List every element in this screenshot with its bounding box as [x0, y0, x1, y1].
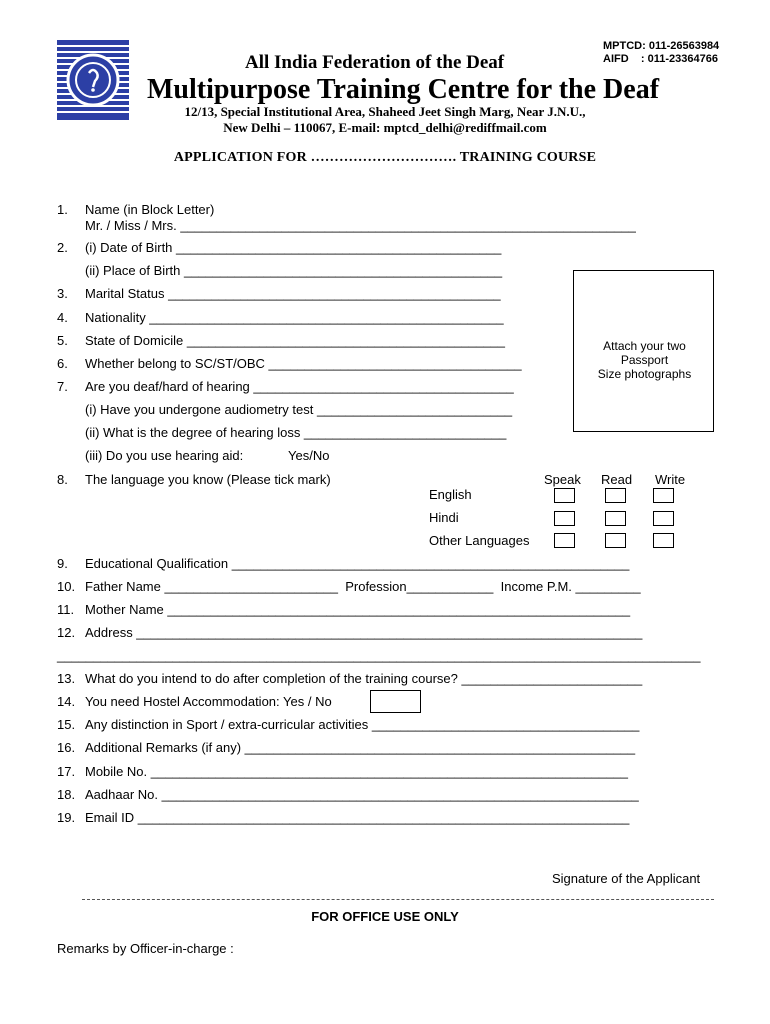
field-number: 3. — [57, 286, 68, 301]
field-number: 10. — [57, 579, 76, 594]
other-read-checkbox[interactable] — [605, 533, 626, 548]
mobile-field[interactable]: Mobile No. __________________________________________________________________ — [85, 764, 628, 779]
aadhaar-field[interactable]: Aadhaar No. __________________________________________________________________ — [85, 787, 639, 802]
field-number: 18. — [57, 787, 76, 802]
mother-name-field[interactable]: Mother Name ________________________________________________________________ — [85, 602, 631, 617]
hearing-aid-option[interactable]: Yes/No — [288, 448, 330, 463]
category-field[interactable]: Whether belong to SC/ST/OBC ___________________________________ — [85, 356, 522, 371]
other-write-checkbox[interactable] — [653, 533, 674, 548]
field-number: 12. — [57, 625, 76, 640]
field-number: 8. — [57, 472, 68, 487]
hostel-answer-box[interactable] — [370, 690, 421, 713]
field-number: 19. — [57, 810, 76, 825]
hearing-aid-label: (iii) Do you use hearing aid: — [85, 448, 244, 463]
address-line-1: 12/13, Special Institutional Area, Shaheed Jeet Singh Marg, Near J.N.U., — [184, 104, 586, 119]
language-other: Other Languages — [429, 533, 530, 548]
officer-remarks-label: Remarks by Officer-in-charge : — [57, 941, 234, 956]
audiometry-field[interactable]: (i) Have you undergone audiometry test ___________________________ — [85, 402, 513, 417]
field-number: 7. — [57, 379, 68, 394]
distinction-field[interactable]: Any distinction in Sport / extra-curricular activities _____________________________________ — [85, 717, 640, 732]
field-number: 9. — [57, 556, 68, 571]
field-number: 17. — [57, 764, 76, 779]
read-header: Read — [601, 472, 633, 487]
marital-status-field[interactable]: Marital Status ______________________________________________ — [85, 286, 501, 301]
field-number: 6. — [57, 356, 68, 371]
email-field[interactable]: Email ID ____________________________________________________________________ — [85, 810, 630, 825]
place-of-birth-field[interactable]: (ii) Place of Birth ____________________________________________ — [85, 263, 503, 278]
photo-box — [573, 270, 714, 432]
hindi-write-checkbox[interactable] — [653, 511, 674, 526]
language-english: English — [429, 487, 472, 502]
field-number: 4. — [57, 310, 68, 325]
nationality-field[interactable]: Nationality _________________________________________________ — [85, 310, 504, 325]
english-read-checkbox[interactable] — [605, 488, 626, 503]
address-line-2: New Delhi – 110067, E-mail: mptcd_delhi@rediffmail.com — [223, 120, 547, 135]
application-title: APPLICATION FOR …………………………. TRAINING COURSE — [173, 150, 597, 165]
photo-instruction-line: Size photographs — [597, 367, 692, 381]
field-number: 13. — [57, 671, 76, 686]
photo-instruction-line: Attach your two — [603, 339, 686, 353]
additional-remarks-field[interactable]: Additional Remarks (if any) ______________________________________________________ — [85, 740, 636, 755]
hostel-label: You need Hostel Accommodation: Yes / No — [85, 694, 332, 709]
write-header: Write — [655, 472, 686, 487]
federation-title: All India Federation of the Deaf — [245, 52, 505, 73]
divider — [82, 899, 714, 900]
hearing-status-field[interactable]: Are you deaf/hard of hearing ____________________________________ — [85, 379, 514, 394]
field-number: 15. — [57, 717, 76, 732]
photo-instruction-line: Passport — [620, 353, 669, 367]
speak-header: Speak — [544, 472, 581, 487]
english-write-checkbox[interactable] — [653, 488, 674, 503]
field-number: 11. — [57, 602, 75, 617]
father-details-field[interactable]: Father Name ________________________ Profession____________ Income P.M. _________ — [85, 579, 641, 594]
language-label: The language you know (Please tick mark) — [85, 472, 331, 487]
hindi-read-checkbox[interactable] — [605, 511, 626, 526]
centre-title: Multipurpose Training Centre for the Deaf — [147, 74, 660, 105]
future-plans-field[interactable]: What do you intend to do after completion of the training course? _________________________ — [85, 671, 643, 686]
field-number: 14. — [57, 694, 76, 709]
aifd-phone: AIFD : 011-23364766 — [603, 53, 718, 65]
date-of-birth-field[interactable]: (i) Date of Birth _____________________________________________ — [85, 240, 502, 255]
field-number: 2. — [57, 240, 68, 255]
state-of-domicile-field[interactable]: State of Domicile ____________________________________________ — [85, 333, 505, 348]
field-number: 5. — [57, 333, 68, 348]
mptcd-phone: MPTCD: 011-26563984 — [603, 40, 720, 52]
english-speak-checkbox[interactable] — [554, 488, 575, 503]
office-use-heading: FOR OFFICE USE ONLY — [311, 909, 459, 924]
language-hindi: Hindi — [429, 510, 459, 525]
name-label: Name (in Block Letter) — [85, 202, 215, 217]
signature-label: Signature of the Applicant — [552, 871, 701, 886]
field-number: 1. — [57, 202, 68, 217]
hindi-speak-checkbox[interactable] — [554, 511, 575, 526]
address-continuation-field[interactable]: _________________________________________________________________________________________ — [57, 648, 701, 663]
address-field[interactable]: Address ______________________________________________________________________ — [85, 625, 643, 640]
other-speak-checkbox[interactable] — [554, 533, 575, 548]
education-field[interactable]: Educational Qualification _______________________________________________________ — [85, 556, 630, 571]
name-field[interactable]: Mr. / Miss / Mrs. _______________________________________________________________ — [85, 218, 636, 233]
field-number: 16. — [57, 740, 76, 755]
hearing-loss-field[interactable]: (ii) What is the degree of hearing loss ____________________________ — [85, 425, 507, 440]
contact-numbers — [603, 40, 719, 66]
